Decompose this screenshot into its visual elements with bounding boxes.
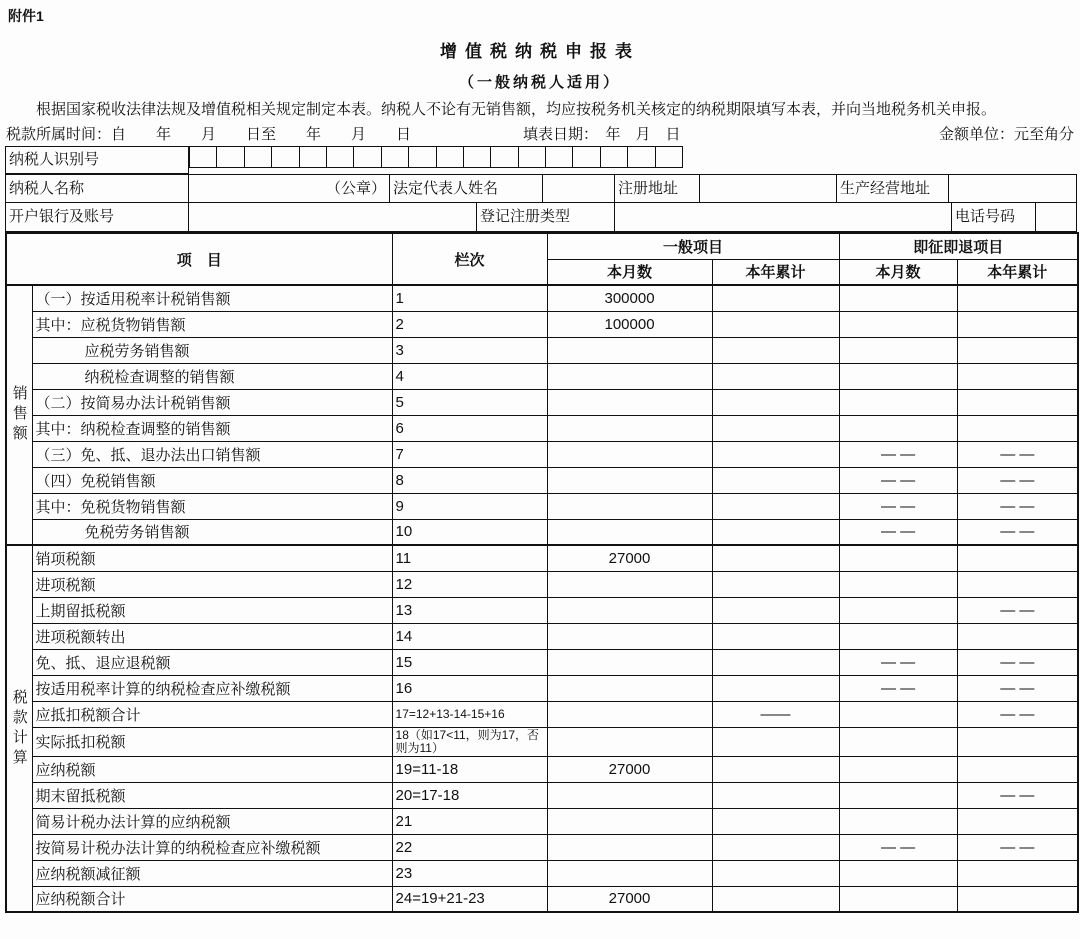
fill-date-field: 填表日期： 年 月 日 bbox=[523, 126, 681, 143]
general-month-cell bbox=[547, 493, 712, 519]
refund-ytd-cell bbox=[957, 808, 1078, 834]
general-month-cell bbox=[547, 597, 712, 623]
refund-ytd-cell bbox=[957, 415, 1078, 441]
taxpayer-id-box bbox=[600, 146, 628, 168]
refund-ytd-cell bbox=[957, 311, 1078, 337]
lanci-cell: 15 bbox=[392, 649, 547, 675]
lanci-cell: 12 bbox=[392, 571, 547, 597]
general-month-cell: 27000 bbox=[547, 886, 712, 912]
lanci-cell: 8 bbox=[392, 467, 547, 493]
taxpayer-id-box bbox=[627, 146, 655, 168]
refund-ytd-cell: — — bbox=[957, 519, 1078, 545]
refund-ytd-cell bbox=[957, 545, 1078, 571]
general-month-cell bbox=[547, 623, 712, 649]
general-ytd-cell bbox=[712, 727, 839, 756]
refund-month-cell: — — bbox=[839, 467, 957, 493]
table-row bbox=[6, 415, 1078, 441]
legal-rep-label: 法定代表人姓名 bbox=[390, 174, 543, 203]
item-cell: 进项税额 bbox=[32, 571, 392, 597]
item-cell: 按简易计税办法计算的纳税检查应补缴税额 bbox=[32, 834, 392, 860]
general-ytd-cell bbox=[712, 834, 839, 860]
general-ytd-cell bbox=[712, 493, 839, 519]
item-cell: 应税劳务销售额 bbox=[32, 337, 392, 363]
form-subtitle: （一般纳税人适用） bbox=[458, 74, 621, 91]
table-row bbox=[6, 493, 1078, 519]
meta-row bbox=[6, 124, 1074, 144]
lanci-cell: 11 bbox=[392, 545, 547, 571]
col-header-lanci: 栏次 bbox=[392, 233, 547, 285]
general-ytd-cell bbox=[712, 597, 839, 623]
taxpayer-name-row bbox=[5, 174, 1077, 203]
business-address-field bbox=[949, 174, 1077, 203]
general-month-cell: 300000 bbox=[547, 285, 712, 311]
taxpayer-id-box bbox=[326, 146, 354, 168]
general-ytd-cell bbox=[712, 389, 839, 415]
table-row bbox=[6, 571, 1078, 597]
taxpayer-id-box bbox=[299, 146, 327, 168]
item-cell: 其中：纳税检查调整的销售额 bbox=[32, 415, 392, 441]
item-cell: 期末留抵税额 bbox=[32, 782, 392, 808]
item-cell: 上期留抵税额 bbox=[32, 597, 392, 623]
lanci-cell: 18（如17<11，则为17，否则为11） bbox=[392, 727, 547, 756]
table-row bbox=[6, 834, 1078, 860]
item-cell: 按适用税率计算的纳税检查应补缴税额 bbox=[32, 675, 392, 701]
lanci-cell: 23 bbox=[392, 860, 547, 886]
item-cell: 销项税额 bbox=[32, 545, 392, 571]
general-ytd-cell bbox=[712, 675, 839, 701]
item-cell: 应纳税额 bbox=[32, 756, 392, 782]
refund-ytd-cell: — — bbox=[957, 493, 1078, 519]
general-month-cell bbox=[547, 834, 712, 860]
general-ytd-cell bbox=[712, 519, 839, 545]
general-ytd-cell bbox=[712, 311, 839, 337]
legal-rep-field bbox=[543, 174, 615, 203]
table-row bbox=[6, 363, 1078, 389]
vat-return-table bbox=[5, 232, 1079, 913]
item-cell: 免税劳务销售额 bbox=[32, 519, 392, 545]
lanci-cell: 9 bbox=[392, 493, 547, 519]
reg-address-field bbox=[700, 174, 837, 203]
refund-month-cell bbox=[839, 571, 957, 597]
lanci-cell: 7 bbox=[392, 441, 547, 467]
phone-field bbox=[1036, 203, 1077, 232]
general-ytd-cell bbox=[712, 545, 839, 571]
col-header-general-month: 本月数 bbox=[547, 259, 712, 285]
general-ytd-cell bbox=[712, 415, 839, 441]
taxpayer-id-box bbox=[436, 146, 464, 168]
general-month-cell bbox=[547, 337, 712, 363]
refund-month-cell bbox=[839, 756, 957, 782]
lanci-cell: 22 bbox=[392, 834, 547, 860]
taxpayer-id-box bbox=[353, 146, 381, 168]
refund-ytd-cell bbox=[957, 886, 1078, 912]
general-month-cell bbox=[547, 860, 712, 886]
reg-type-label: 登记注册类型 bbox=[477, 203, 615, 232]
reg-type-field bbox=[615, 203, 952, 232]
section-label: 税款计算 bbox=[6, 545, 32, 912]
general-month-cell bbox=[547, 675, 712, 701]
item-cell: （二）按简易办法计税销售额 bbox=[32, 389, 392, 415]
general-ytd-cell bbox=[712, 649, 839, 675]
general-ytd-cell bbox=[712, 363, 839, 389]
refund-ytd-cell bbox=[957, 389, 1078, 415]
general-ytd-cell bbox=[712, 467, 839, 493]
table-row bbox=[6, 886, 1078, 912]
taxpayer-id-box bbox=[271, 146, 299, 168]
taxpayer-id-box bbox=[216, 146, 244, 168]
general-month-cell bbox=[547, 808, 712, 834]
table-row bbox=[6, 337, 1078, 363]
table-row bbox=[6, 311, 1078, 337]
col-group-refund: 即征即退项目 bbox=[839, 233, 1078, 259]
item-cell: 免、抵、退应退税额 bbox=[32, 649, 392, 675]
item-cell: （四）免税销售额 bbox=[32, 467, 392, 493]
refund-month-cell: — — bbox=[839, 649, 957, 675]
refund-ytd-cell: — — bbox=[957, 675, 1078, 701]
seal-label: （公章） bbox=[325, 180, 386, 197]
table-row bbox=[6, 727, 1078, 756]
general-month-cell bbox=[547, 727, 712, 756]
refund-ytd-cell: — — bbox=[957, 467, 1078, 493]
refund-month-cell: — — bbox=[839, 834, 957, 860]
form-instructions: 根据国家税收法律法规及增值税相关规定制定本表。纳税人不论有无销售额，均应按税务机关核定的纳税期限填写本表，并向当地税务机关申报。 bbox=[36, 101, 997, 118]
col-header-item: 项 目 bbox=[6, 233, 392, 285]
general-month-cell bbox=[547, 389, 712, 415]
lanci-cell: 10 bbox=[392, 519, 547, 545]
taxpayer-id-box bbox=[545, 146, 573, 168]
refund-month-cell: — — bbox=[839, 493, 957, 519]
refund-month-cell bbox=[839, 727, 957, 756]
refund-month-cell bbox=[839, 860, 957, 886]
refund-ytd-cell: — — bbox=[957, 834, 1078, 860]
refund-ytd-cell bbox=[957, 756, 1078, 782]
general-ytd-cell bbox=[712, 756, 839, 782]
taxpayer-id-box bbox=[572, 146, 600, 168]
table-row bbox=[6, 701, 1078, 727]
item-cell: 其中：应税货物销售额 bbox=[32, 311, 392, 337]
attachment-label: 附件1 bbox=[8, 8, 44, 24]
general-month-cell bbox=[547, 649, 712, 675]
table-row bbox=[6, 860, 1078, 886]
form-title: 增值税纳税申报表 bbox=[440, 42, 640, 61]
reg-address-label: 注册地址 bbox=[615, 174, 700, 203]
general-ytd-cell bbox=[712, 808, 839, 834]
item-cell: （一）按适用税率计税销售额 bbox=[32, 285, 392, 311]
lanci-cell: 3 bbox=[392, 337, 547, 363]
taxpayer-id-box bbox=[518, 146, 546, 168]
general-month-cell: 27000 bbox=[547, 545, 712, 571]
item-cell: 其中：免税货物销售额 bbox=[32, 493, 392, 519]
general-ytd-cell bbox=[712, 860, 839, 886]
refund-month-cell: — — bbox=[839, 441, 957, 467]
refund-ytd-cell bbox=[957, 860, 1078, 886]
phone-label: 电话号码 bbox=[952, 203, 1036, 232]
lanci-cell: 19=11-18 bbox=[392, 756, 547, 782]
taxpayer-name-label: 纳税人名称 bbox=[5, 174, 189, 203]
taxpayer-id-box bbox=[189, 146, 217, 168]
table-row bbox=[6, 285, 1078, 311]
table-row bbox=[6, 756, 1078, 782]
taxpayer-id-box bbox=[408, 146, 436, 168]
general-ytd-cell bbox=[712, 623, 839, 649]
table-row bbox=[6, 808, 1078, 834]
general-month-cell bbox=[547, 363, 712, 389]
refund-ytd-cell bbox=[957, 727, 1078, 756]
refund-month-cell bbox=[839, 415, 957, 441]
lanci-cell: 21 bbox=[392, 808, 547, 834]
item-cell: 进项税额转出 bbox=[32, 623, 392, 649]
refund-month-cell bbox=[839, 311, 957, 337]
general-ytd-cell bbox=[712, 782, 839, 808]
refund-ytd-cell: — — bbox=[957, 701, 1078, 727]
taxpayer-id-box bbox=[381, 146, 409, 168]
table-row bbox=[6, 545, 1078, 571]
table-row bbox=[6, 441, 1078, 467]
refund-month-cell: — — bbox=[839, 519, 957, 545]
general-month-cell bbox=[547, 701, 712, 727]
lanci-cell: 20=17-18 bbox=[392, 782, 547, 808]
refund-ytd-cell: — — bbox=[957, 782, 1078, 808]
general-month-cell bbox=[547, 441, 712, 467]
refund-month-cell bbox=[839, 597, 957, 623]
taxpayer-id-box bbox=[463, 146, 491, 168]
tax-period-field: 税款所属时间：自 年 月 日至 年 月 日 bbox=[6, 126, 412, 143]
taxpayer-id-boxes bbox=[189, 146, 683, 174]
refund-ytd-cell bbox=[957, 363, 1078, 389]
lanci-cell: 1 bbox=[392, 285, 547, 311]
refund-month-cell bbox=[839, 337, 957, 363]
taxpayer-id-label: 纳税人识别号 bbox=[5, 146, 189, 174]
refund-month-cell bbox=[839, 545, 957, 571]
general-month-cell bbox=[547, 519, 712, 545]
taxpayer-id-row bbox=[5, 146, 1077, 174]
lanci-cell: 4 bbox=[392, 363, 547, 389]
general-month-cell: 27000 bbox=[547, 756, 712, 782]
col-header-refund-month: 本月数 bbox=[839, 259, 957, 285]
refund-month-cell: — — bbox=[839, 675, 957, 701]
taxpayer-id-box bbox=[655, 146, 683, 168]
general-ytd-cell: —— bbox=[712, 701, 839, 727]
item-cell: 应纳税额减征额 bbox=[32, 860, 392, 886]
general-ytd-cell bbox=[712, 571, 839, 597]
refund-month-cell bbox=[839, 389, 957, 415]
col-group-general: 一般项目 bbox=[547, 233, 839, 259]
amount-unit-label: 金额单位：元至角分 bbox=[938, 126, 1074, 143]
table-row bbox=[6, 675, 1078, 701]
refund-ytd-cell bbox=[957, 337, 1078, 363]
refund-month-cell bbox=[839, 782, 957, 808]
lanci-cell: 5 bbox=[392, 389, 547, 415]
table-header-row-1 bbox=[6, 233, 1078, 259]
item-cell: （三）免、抵、退办法出口销售额 bbox=[32, 441, 392, 467]
refund-month-cell bbox=[839, 808, 957, 834]
general-month-cell: 100000 bbox=[547, 311, 712, 337]
lanci-cell: 14 bbox=[392, 623, 547, 649]
taxpayer-name-field bbox=[189, 174, 390, 203]
item-cell: 纳税检查调整的销售额 bbox=[32, 363, 392, 389]
bank-account-field bbox=[189, 203, 477, 232]
general-month-cell bbox=[547, 415, 712, 441]
lanci-cell: 2 bbox=[392, 311, 547, 337]
general-month-cell bbox=[547, 782, 712, 808]
table-row bbox=[6, 389, 1078, 415]
refund-month-cell bbox=[839, 363, 957, 389]
table-row bbox=[6, 649, 1078, 675]
refund-ytd-cell bbox=[957, 571, 1078, 597]
general-month-cell bbox=[547, 571, 712, 597]
section-label: 销售额 bbox=[6, 285, 32, 545]
lanci-cell: 16 bbox=[392, 675, 547, 701]
lanci-cell: 24=19+21-23 bbox=[392, 886, 547, 912]
refund-ytd-cell bbox=[957, 285, 1078, 311]
refund-month-cell bbox=[839, 285, 957, 311]
table-row bbox=[6, 623, 1078, 649]
general-ytd-cell bbox=[712, 441, 839, 467]
refund-ytd-cell: — — bbox=[957, 597, 1078, 623]
item-cell: 简易计税办法计算的应纳税额 bbox=[32, 808, 392, 834]
bank-account-label: 开户银行及账号 bbox=[5, 203, 189, 232]
lanci-cell: 6 bbox=[392, 415, 547, 441]
refund-month-cell bbox=[839, 623, 957, 649]
lanci-cell: 17=12+13-14-15+16 bbox=[392, 701, 547, 727]
lanci-cell: 13 bbox=[392, 597, 547, 623]
refund-ytd-cell bbox=[957, 623, 1078, 649]
general-ytd-cell bbox=[712, 337, 839, 363]
refund-ytd-cell: — — bbox=[957, 441, 1078, 467]
table-row bbox=[6, 597, 1078, 623]
table-row bbox=[6, 467, 1078, 493]
item-cell: 应抵扣税额合计 bbox=[32, 701, 392, 727]
col-header-refund-ytd: 本年累计 bbox=[957, 259, 1078, 285]
business-address-label: 生产经营地址 bbox=[837, 174, 949, 203]
table-row bbox=[6, 519, 1078, 545]
item-cell: 应纳税额合计 bbox=[32, 886, 392, 912]
col-header-general-ytd: 本年累计 bbox=[712, 259, 839, 285]
general-ytd-cell bbox=[712, 285, 839, 311]
refund-ytd-cell: — — bbox=[957, 649, 1078, 675]
refund-month-cell bbox=[839, 886, 957, 912]
refund-month-cell bbox=[839, 701, 957, 727]
item-cell: 实际抵扣税额 bbox=[32, 727, 392, 756]
general-month-cell bbox=[547, 467, 712, 493]
taxpayer-id-box bbox=[490, 146, 518, 168]
bank-row bbox=[5, 203, 1077, 232]
general-ytd-cell bbox=[712, 886, 839, 912]
table-row bbox=[6, 782, 1078, 808]
taxpayer-id-box bbox=[244, 146, 272, 168]
